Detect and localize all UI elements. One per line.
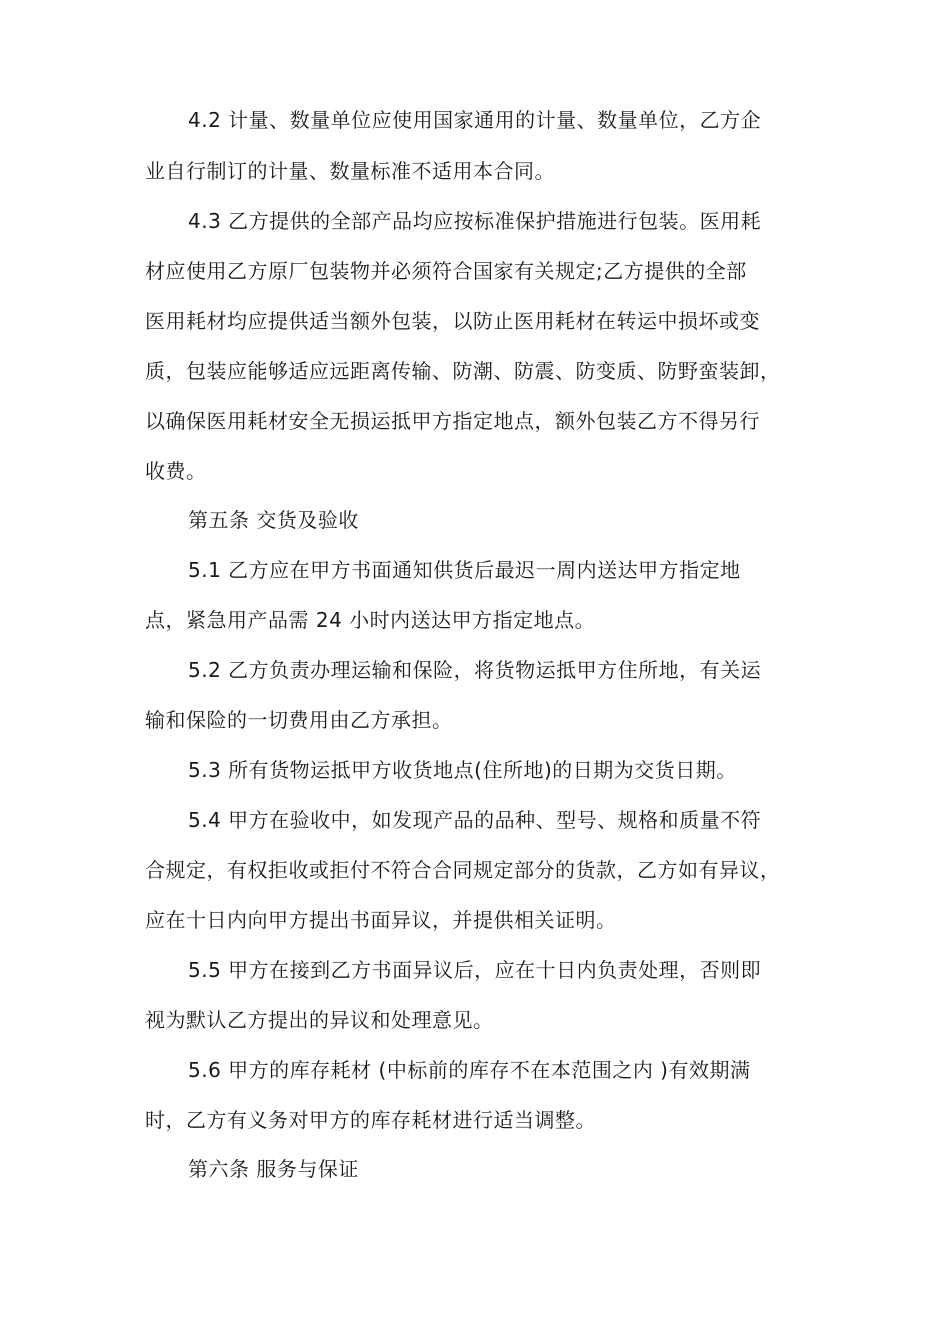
section-6-heading: 第六条 服务与保证: [188, 1157, 359, 1181]
clause-4-2-line-1: 4.2 计量、数量单位应使用国家通用的计量、数量单位，乙方企: [188, 108, 762, 132]
clause-5-6-line-2: 时，乙方有义务对甲方的库存耗材进行适当调整。: [145, 1108, 596, 1132]
clause-4-3-line-1: 4.3 乙方提供的全部产品均应按标准保护措施进行包装。医用耗: [188, 209, 762, 233]
clause-5-2-line-2: 输和保险的一切费用由乙方承担。: [145, 708, 453, 732]
clause-5-2-line-1: 5.2 乙方负责办理运输和保险，将货物运抵甲方住所地，有关运: [188, 658, 762, 682]
clause-5-6-line-1: 5.6 甲方的库存耗材 (中标前的库存不在本范围之内 )有效期满: [188, 1058, 751, 1082]
clause-4-3-line-4: 质，包装应能够适应远距离传输、防潮、防震、防变质、防野蛮装卸，: [145, 359, 781, 383]
clause-5-3-line-1: 5.3 所有货物运抵甲方收货地点(住所地)的日期为交货日期。: [188, 758, 737, 782]
clause-4-3-line-6: 收费。: [145, 459, 207, 483]
section-5-heading: 第五条 交货及验收: [188, 508, 359, 532]
clause-5-4-line-2: 合规定，有权拒收或拒付不符合合同规定部分的货款，乙方如有异议，: [145, 858, 781, 882]
clause-5-1-line-1: 5.1 乙方应在甲方书面通知供货后最迟一周内送达甲方指定地: [188, 558, 741, 582]
clause-4-2-line-2: 业自行制订的计量、数量标准不适用本合同。: [145, 159, 555, 183]
clause-5-4-line-3: 应在十日内向甲方提出书面异议，并提供相关证明。: [145, 908, 617, 932]
clause-5-5-line-2: 视为默认乙方提出的异议和处理意见。: [145, 1008, 494, 1032]
clause-5-4-line-1: 5.4 甲方在验收中，如发现产品的品种、型号、规格和质量不符: [188, 808, 762, 832]
clause-4-3-line-2: 材应使用乙方原厂包装物并必须符合国家有关规定;乙方提供的全部: [145, 259, 747, 283]
clause-4-3-line-3: 医用耗材均应提供适当额外包装，以防止医用耗材在转运中损坏或变: [145, 309, 760, 333]
clause-5-1-line-2: 点，紧急用产品需 24 小时内送达甲方指定地点。: [145, 608, 596, 632]
clause-4-3-line-5: 以确保医用耗材安全无损运抵甲方指定地点，额外包装乙方不得另行: [145, 409, 760, 433]
clause-5-5-line-1: 5.5 甲方在接到乙方书面异议后，应在十日内负责处理，否则即: [188, 958, 762, 982]
